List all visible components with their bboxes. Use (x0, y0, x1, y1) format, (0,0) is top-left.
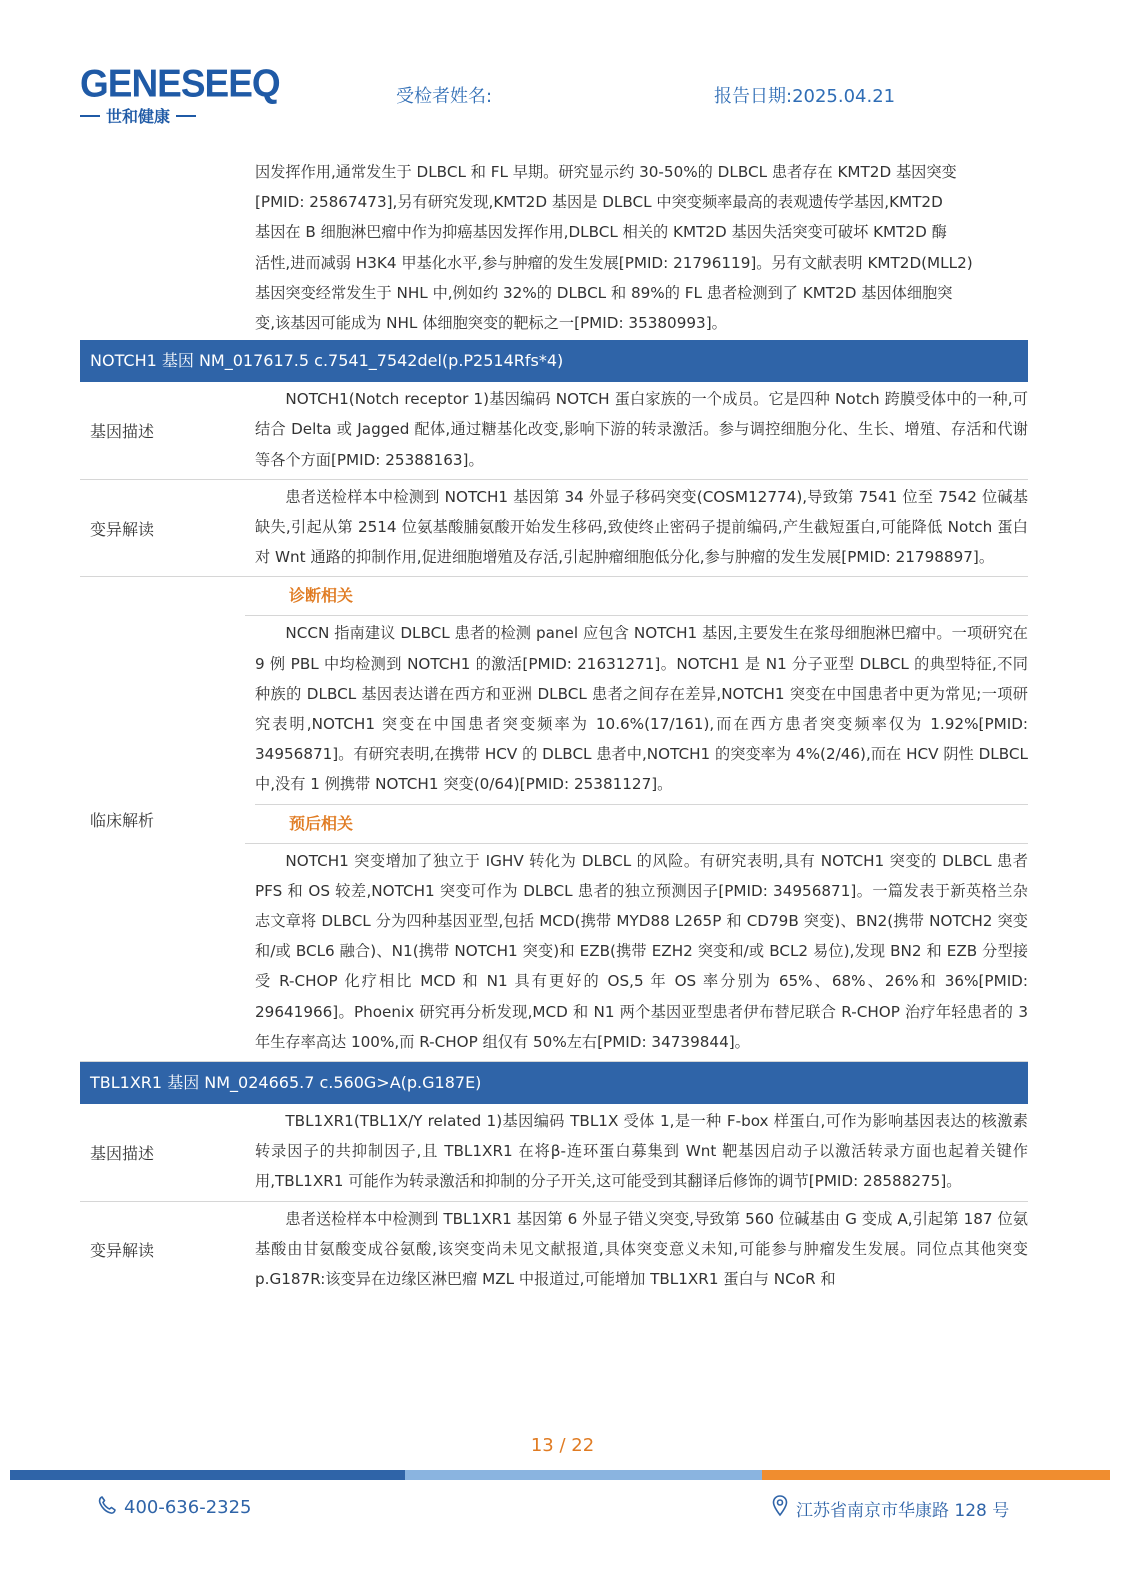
footer-phone (98, 1495, 252, 1520)
prognosis-text: NOTCH1 突变增加了独立于 IGHV 转化为 DLBCL 的风险。有研究表明,具有 NOTCH1 突变的 DLBCL 患者 PFS 和 OS 较差,NOTCH1 突变可作为 DLBCL 患者的独立预测因子[PMID: 34956871]。一篇发表于新英格兰杂志文章将 DLBCL 分为四种基因亚型,包括 MCD(携带 MYD88 L265P 和 CD79B 突变)、BN2(携带 NOTCH2 突变和/或 BCL6 融合)、N1(携带 NOTCH1 突变)和 EZB(携带 EZH2 突变和/或 BCL2 易位),发现 BN2 和 EZB 分型接受 R-CHOP 化疗相比 MCD 和 N1 具有更好的 OS,5 年 OS 率分别为 65%、68%、26%和 36%[PMID: 29641966]。Phoenix 研究再分析发现,MCD 和 N1 两个基因亚型患者伊布替尼联合 R-CHOP 治疗年轻患者的 3 年生存率高达 100%,而 R-CHOP 组仅有 50%左右[PMID: 34739844]。 (255, 851, 1028, 1051)
footer-color-bar (10, 1470, 1110, 1480)
footer-address (772, 1495, 1009, 1522)
intro-line: 变,该基因可能成为 NHL 体细胞突变的靶标之一[PMID: 35380993]。 (255, 314, 727, 333)
company-logo (80, 61, 280, 127)
notch1-clinical-row (80, 577, 1028, 1062)
row-label: 变异解读 (90, 1241, 155, 1261)
intro-line: 基因在 B 细胞淋巴瘤中作为抑癌基因发挥作用,DLBCL 相关的 KMT2D 基因失活突变可破坏 KMT2D 酶 (255, 223, 947, 242)
row-label: 基因描述 (90, 422, 155, 442)
notch1-variant-row (80, 480, 1028, 578)
intro-line: [PMID: 25867473],另有研究发现,KMT2D 基因是 DLBCL 中突变频率最高的表观遗传学基因,KMT2D (255, 193, 943, 212)
row-label: 基因描述 (90, 1143, 155, 1163)
tbl1xr1-section-header: TBL1XR1 基因 NM_024665.7 c.560G>A(p.G187E) (80, 1062, 1028, 1104)
intro-line: 因发挥作用,通常发生于 DLBCL 和 FL 早期。研究显示约 30-50%的 DLBCL 患者存在 KMT2D 基因突变 (255, 163, 957, 181)
notch1-gene-desc: NOTCH1(Notch receptor 1)基因编码 NOTCH 蛋白家族的一个成员。它是四种 Notch 跨膜受体中的一种,可结合 Delta 或 Jagged 配体,通过糖基化改变,影响下游的转录激活。参与调控细胞分化、生长、增殖、存活和代谢等各个方面[PMID: 25388163]。 (255, 390, 1028, 469)
report-content (80, 157, 1028, 1298)
diagnosis-title: 诊断相关 (245, 577, 1028, 616)
row-label: 变异解读 (90, 519, 155, 539)
tbl1xr1-variant: 患者送检样本中检测到 TBL1XR1 基因第 6 外显子错义突变,导致第 560 位碱基由 G 变成 A,引起第 187 位氨基酸由甘氨酸变成谷氨酸,该突变尚未见文献报道,具体突变意义未知,可能参与肿瘤发生发展。同位点其他突变 p.G187R:该变异在边缘区淋巴瘤 MZL 中报道过,可能增加 TBL1XR1 蛋白与 NCoR 和 (255, 1209, 1028, 1289)
intro-paragraph (255, 157, 1028, 340)
tbl1xr1-gene-desc: TBL1XR1(TBL1X/Y related 1)基因编码 TBL1X 受体 1,是一种 F-box 样蛋白,可作为影响基因表达的核激素转录因子的共抑制因子,且 TBL1XR1 在将β-连环蛋白募集到 Wnt 靶基因启动子以激活转录方面也起着关键作用,TBL1XR1 可能作为转录激活和抑制的分子开关,这可能受到其翻译后修饰的调节[PMID: 28588275]。 (255, 1112, 1028, 1191)
prognosis-title: 预后相关 (245, 805, 1028, 844)
address-text: 江苏省南京市华康路 128 号 (796, 1501, 1010, 1521)
phone-icon (98, 1495, 116, 1520)
logo-subtitle: 世和健康 (80, 104, 220, 127)
report-date-label: 报告日期:2025.04.21 (714, 86, 896, 107)
notch1-variant: 患者送检样本中检测到 NOTCH1 基因第 34 外显子移码突变(COSM12774),导致第 7541 位至 7542 位碱基缺失,引起从第 2514 位氨基酸脯氨酸开始发生移码,致使终止密码子提前编码,产生截短蛋白,可能降低 Notch 蛋白对 Wnt 通路的抑制作用,促进细胞增殖及存活,引起肿瘤细胞低分化,参与肿瘤的发生发展[PMID: 21798897]。 (255, 487, 1028, 567)
prognosis-block (255, 805, 1028, 1061)
phone-number: 400-636-2325 (124, 1497, 252, 1518)
location-pin-icon (772, 1495, 788, 1522)
notch1-gene-desc-row (80, 382, 1028, 480)
logo-wordmark: GENESEEQ (80, 61, 280, 105)
diagnosis-block (255, 577, 1028, 804)
row-label: 临床解析 (90, 810, 155, 830)
tbl1xr1-variant-row (80, 1202, 1028, 1299)
diagnosis-text: NCCN 指南建议 DLBCL 患者的检测 panel 应包含 NOTCH1 基因,主要发生在浆母细胞淋巴瘤中。一项研究在 9 例 PBL 中均检测到 NOTCH1 的激活[PMID: 21631271]。NOTCH1 是 N1 分子亚型 DLBCL 的典型特征,不同种族的 DLBCL 基因表达谱在西方和亚洲 DLBCL 患者之间存在差异,NOTCH1 突变在中国患者中更为常见;一项研究表明,NOTCH1 突变在中国患者突变频率为 10.6%(17/161),而在西方患者突变频率仅为 1.92%[PMID: 34956871]。有研究表明,在携带 HCV 的 DLBCL 患者中,NOTCH1 的突变率为 4%(2/46),而在 HCV 阴性 DLBCL 中,没有 1 例携带 NOTCH1 突变(0/64)[PMID: 25381127]。 (255, 624, 1028, 794)
intro-line: 活性,进而减弱 H3K4 甲基化水平,参与肿瘤的发生发展[PMID: 21796119]。另有文献表明 KMT2D(MLL2) (255, 253, 973, 272)
tbl1xr1-gene-desc-row (80, 1104, 1028, 1202)
patient-name-label: 受检者姓名: (396, 86, 493, 107)
intro-line: 基因突变经常发生于 NHL 中,例如约 32%的 DLBCL 和 89%的 FL 患者检测到了 KMT2D 基因体细胞突 (255, 283, 953, 302)
page-number: 13 / 22 (530, 1435, 595, 1456)
notch1-section-header: NOTCH1 基因 NM_017617.5 c.7541_7542del(p.P2514Rfs*4) (80, 340, 1028, 382)
